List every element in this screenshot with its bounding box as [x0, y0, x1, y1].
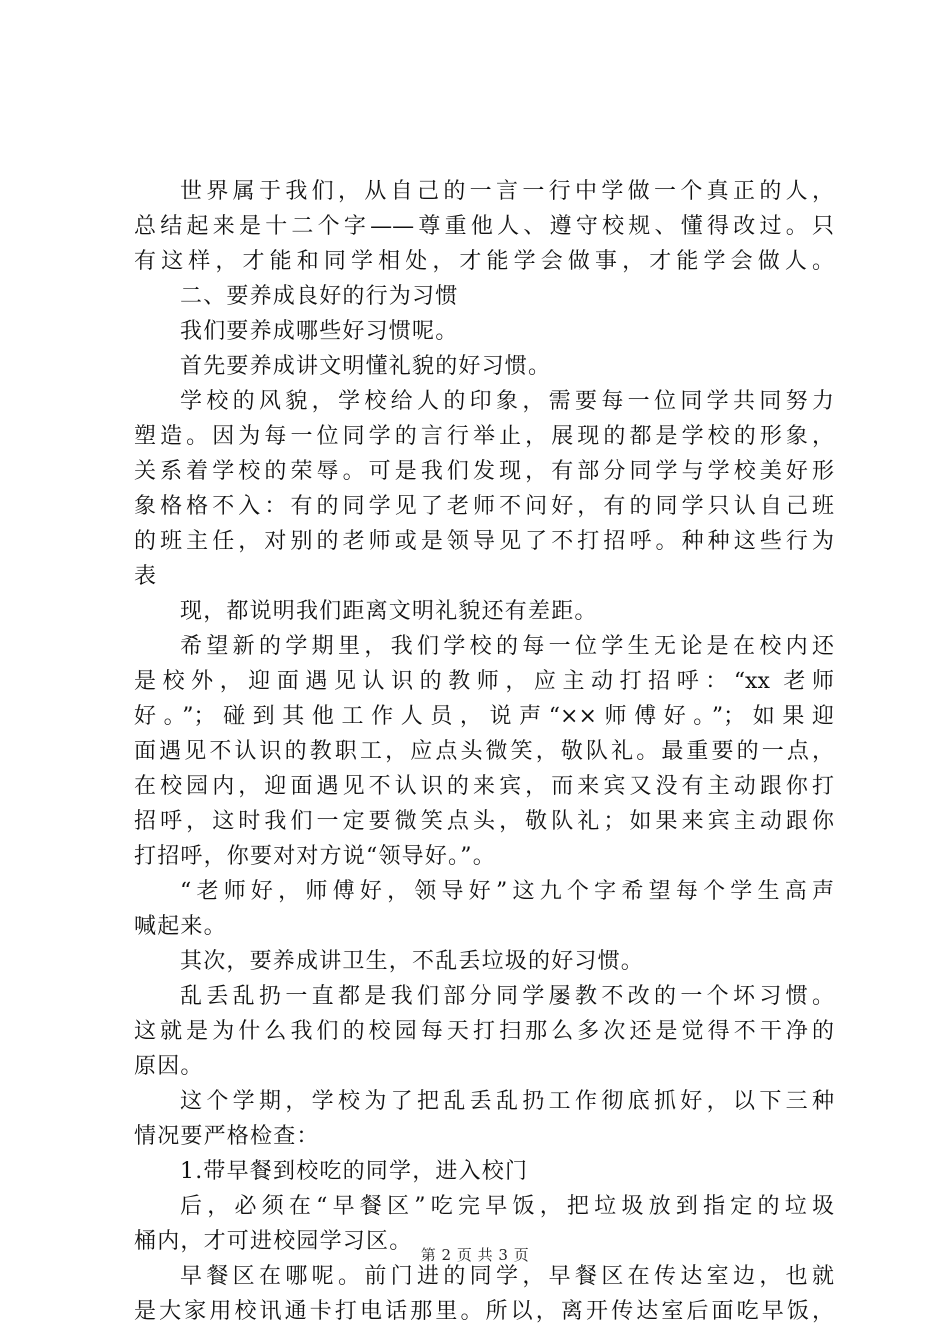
- text-line: 关系着学校的荣辱。可是我们发现，有部分同学与学校美好形: [134, 459, 834, 484]
- text-line: 早餐区在哪呢。前门进的同学，早餐区在传达室边，也就: [180, 1264, 834, 1289]
- text-line: 招呼，这时我们一定要微笑点头，敬队礼；如果来宾主动跟你: [134, 809, 834, 834]
- text-line: 是大家用校讯通卡打电话那里。所以，离开传达室后面吃早饭，: [134, 1299, 834, 1324]
- text-line: 表: [134, 564, 158, 589]
- text-line: 好。”；碰到其他工作人员，说声“××师傅好。”；如果迎: [134, 704, 834, 729]
- text-line: 希望新的学期里，我们学校的每一位学生无论是在校内还: [180, 634, 834, 659]
- document-body: [134, 174, 834, 1329]
- text-line: 有这样，才能和同学相处，才能学会做事，才能学会做人。: [134, 249, 834, 274]
- text-line: 在校园内，迎面遇见不认识的来宾，而来宾又没有主动跟你打: [134, 774, 834, 799]
- text-line: 二、要养成良好的行为习惯: [180, 284, 459, 309]
- text-line: 桶内，才可进校园学习区。: [134, 1229, 413, 1254]
- text-line: 面遇见不认识的教职工，应点头微笑，敬队礼。最重要的一点，: [134, 739, 834, 764]
- page-footer: 第 2 页 共 3 页: [420, 1246, 530, 1264]
- text-line: 的班主任，对别的老师或是领导见了不打招呼。种种这些行为: [134, 529, 834, 554]
- text-line: 象格格不入：有的同学见了老师不问好，有的同学只认自己班: [134, 494, 834, 519]
- text-line: 其次，要养成讲卫生，不乱丢垃圾的好习惯。: [180, 949, 645, 974]
- text-line: 塑造。因为每一位同学的言行举止，展现的都是学校的形象，: [134, 424, 834, 449]
- text-line: 后，必须在“早餐区”吃完早饭，把垃圾放到指定的垃圾: [180, 1194, 834, 1219]
- text-line: 是校外，迎面遇见认识的教师，应主动打招呼：“xx 老师: [134, 669, 834, 694]
- text-line: 乱丢乱扔一直都是我们部分同学屡教不改的一个坏习惯。: [180, 984, 834, 1009]
- text-line: 这就是为什么我们的校园每天打扫那么多次还是觉得不干净的: [134, 1019, 834, 1044]
- text-line: 我们要养成哪些好习惯呢。: [180, 319, 459, 344]
- text-line: 1.带早餐到校吃的同学，进入校门: [180, 1159, 529, 1184]
- text-line: 世界属于我们，从自己的一言一行中学做一个真正的人，: [180, 179, 834, 204]
- text-line: 总结起来是十二个字——尊重他人、遵守校规、懂得改过。只: [134, 214, 834, 239]
- text-line: 学校的风貌，学校给人的印象，需要每一位同学共同努力: [180, 389, 834, 414]
- text-line: 打招呼，你要对对方说“领导好。”。: [134, 844, 496, 869]
- text-line: 情况要严格检查：: [134, 1124, 320, 1149]
- text-line: 现，都说明我们距离文明礼貌还有差距。: [180, 599, 598, 624]
- text-line: 这个学期，学校为了把乱丢乱扔工作彻底抓好，以下三种: [180, 1089, 834, 1114]
- text-line: “老师好，师傅好，领导好”这九个字希望每个学生高声: [180, 879, 834, 904]
- text-line: 首先要养成讲文明懂礼貌的好习惯。: [180, 354, 552, 379]
- text-line: 原因。: [134, 1054, 204, 1079]
- text-line: 喊起来。: [134, 914, 227, 939]
